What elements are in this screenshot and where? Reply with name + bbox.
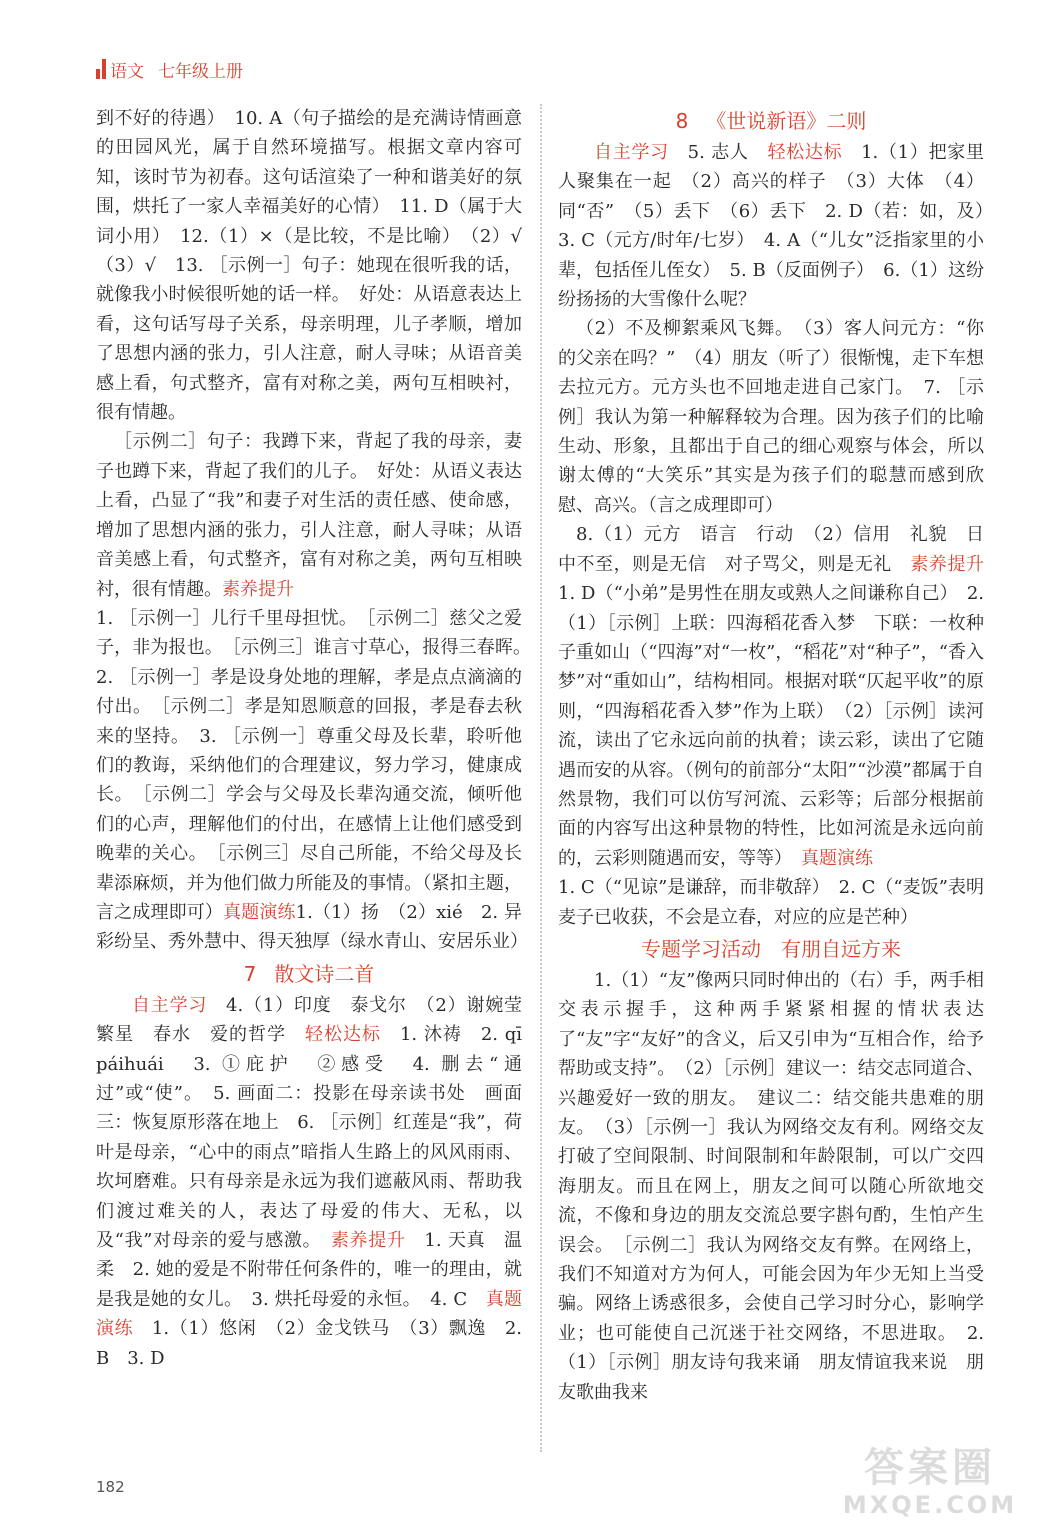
column-divider <box>540 104 542 1452</box>
answer-paragraph: 1.（1）“友”像两只同时伸出的（右）手，两手相交表示握手，这种两手紧紧相握的情状表达了“友”字“友好”的含义，后又引申为“互相合作，给予帮助或支持”。 （2）［示例］建议一：结交志同道合、兴趣爱好一致的朋友。 建议二：结交能共患难的朋友。 （3）［示例一］我认为网络交友有利。网络交友打破了空间限制、时间限制和年龄限制，可以广交四海朋友。而且在网上，朋友之间可以随心所欲地交流，不像和身边的朋友交流总要字斟句酌，生怕产生误会。 ［示例二］我认为网络交友有弊。在网络上，我们不知道对方为何人，可能会因为年少无知上当受骗。网络上诱惑很多，会使自己学习时分心，影响学业；也可能使自己沉迷于社交网络，不思进取。 2.（1）［示例］朋友诗句我来诵 朋友情谊我来说 朋友歌曲我来 <box>558 969 984 1403</box>
answer-paragraph: 8.（1）元方 语言 行动 （2）信用 礼貌 日中不至，则是无信 对子骂父，则是无礼 素养提升 1. D（“小弟”是男性在朋友或熟人之间谦称自己） 2.（1）［示例］上联：四海稻花香入梦 下联：一枚种子重如山（“四海”对“一枚”，“稻花”对“种子”，“香入梦”对“重如山”，结构相同。根据对联“仄起平收”的原则，“四海稻花香入梦”作为上联） （2）［示例］读河流，读出了它永远向前的执着；读云彩，读出了它随遇而安的从容。（例句的前部分“太阳”“沙漠”都属于自然景物，我们可以仿写河流、云彩等；后部分根据前面的内容写出这种景物的特性，比如河流是永远向前的，云彩则随遇而安，等等） 真题演练 1. C（“见谅”是谦辞，而非敬辞） 2. C（“麦饭”表明麦子已收获，不会是立春，对应的应是芒种） <box>558 524 985 928</box>
page-header <box>96 56 243 82</box>
answer-paragraph: （2）不及柳絮乘风飞舞。 （3）客人问元方：“你的父亲在吗？” （4）朋友（听了）很惭愧，走下车想去拉元方。元方头也不回地走进自己家门。 7. ［示例］我认为第一种解释较为合理。因为孩子们的比喻生动、形象，且都出于自己的细心观察与体会，所以谢太傅的“大笑乐”其实是为孩子们的聪慧而感到欣慰、高兴。（言之成理即可） <box>558 318 984 516</box>
section-tag-zhenti: 真题演练 <box>801 847 873 869</box>
section-tag-qingsong: 轻松达标 <box>767 142 843 163</box>
section-tag-zizhu: 自主学习 <box>594 142 669 163</box>
watermark-bottom: MXQE.COM <box>842 1491 1018 1519</box>
section-tag-zizhu: 自主学习 <box>132 994 208 1016</box>
left-column <box>96 104 541 1373</box>
answer-paragraph: 到不好的待遇） 10. A（句子描绘的是充满诗情画意的田园风光，属于自然环境描写。根据文章内容可知，该时节为初春。这句话渲染了一种和谐美好的氛围，烘托了一家人幸福美好的心情） 11. D（属于大词小用） 12.（1）×（是比较，不是比喻） （2）√ （3）√ 13. ［示例一］句子：她现在很听我的话，就像我小时候很听她的话一样。 好处：从语意表达上看，这句话写母子关系，母亲明理，儿子孝顺，增加了思想内涵的张力，引人注意，耐人寻味；从语音美感上看，句式整齐，富有对称之美，两句互相映衬，很有情趣。 <box>96 108 540 424</box>
header-grade: 七年级上册 <box>158 61 243 82</box>
section-tag-qingsong: 轻松达标 <box>304 1024 381 1046</box>
answer-paragraph: 自主学习 5. 志人 轻松达标 1.（1）把家里人聚集在一起 （2）高兴的样子 （3）大体 （4）同“否” （5）丢下 （6）丢下 2. D（若：如，及） 3. C（元方/时年/七岁） 4. A（“儿女”泛指家里的小辈，包括侄儿侄女） 5. B（反面例子） 6.（1）这纷纷扬扬的大雪像什么呢？ <box>558 142 1002 311</box>
header-subject: 语文 <box>110 61 144 82</box>
right-column <box>558 104 1002 1407</box>
section-title-8: 8 《世说新语》二则 <box>675 109 867 133</box>
section-tag-suyang: 素养提升 <box>910 553 985 575</box>
section-tag-zhenti: 真题演练 <box>223 901 296 923</box>
answer-paragraph: ［示例二］句子：我蹲下来，背起了我的母亲，妻子也蹲下来，背起了我们的儿子。 好处：从语义表达上看，凸显了“我”和妻子对生活的责任感、使命感，增加了思想内涵的张力，引人注意，耐人寻味；从语音美感上看，句式整齐，富有对称之美，两句互相映衬，很有情趣。素养提升 1. ［示例一］儿行千里母担忧。 ［示例二］慈父之爱子，非为报也。 ［示例三］谁言寸草心，报得三春晖。 2. ［示例一］孝是设身处地的理解，孝是点点滴滴的付出。 ［示例二］孝是知恩顺意的回报，孝是春去秋来的坚持。 3. ［示例一］尊重父母及长辈，聆听他们的教诲，采纳他们的合理建议，努力学习，健康成长。 ［示例二］学会与父母及长辈沟通交流，倾听他们的心声，理解他们的付出，在感情上让他们感受到晚辈的关心。 ［示例三］尽自己所能，不给父母及长辈添麻烦，并为他们做力所能及的事情。（紧扣主题，言之成理即可）真题演练1.（1）扬 （2）xié 2. 异彩纷呈、秀外慧中、得天独厚（绿水青山、安居乐业） <box>96 431 540 953</box>
section-tag-zhenti: 真题演练 <box>96 1288 523 1340</box>
header-bars-icon <box>96 59 106 79</box>
section-title-special: 专题学习活动 有朋自远方来 <box>641 936 901 961</box>
section-tag-suyang: 素养提升 <box>222 578 294 600</box>
page-number: 182 <box>96 1478 125 1496</box>
answer-paragraph: 自主学习 4.（1）印度 泰戈尔 （2）谢婉莹 繁星 春水 爱的哲学 轻松达标 1. 沐祷 2. qī páihuái 3. ①庇护 ②感受 4. 删去“通过”或“使”。 5. 画面二：投影在母亲读书处 画面三：恢复原形落在地上 6. ［示例］红莲是“我”，荷叶是母亲，“心中的雨点”暗指人生路上的风风雨雨、坎坷磨难。只有母亲是永远为我们遮蔽风雨、帮助我们渡过难关的人，表达了母爱的伟大、无私，以及“我”对母亲的爱与感激。 素养提升 1. 天真 温柔 2. 她的爱是不附带任何条件的，唯一的理由，就是我是她的女儿。 3. 烘托母爱的永恒。 4. C 真题演练 1.（1）悠闲 （2）金戈铁马 （3）飘逸 2. B 3. D <box>96 994 541 1369</box>
watermark-logo <box>835 1446 1025 1530</box>
section-tag-suyang: 素养提升 <box>330 1230 406 1252</box>
watermark-top: 答案圈 <box>864 1445 996 1491</box>
section-title-7: 7 散文诗二首 <box>243 961 375 986</box>
